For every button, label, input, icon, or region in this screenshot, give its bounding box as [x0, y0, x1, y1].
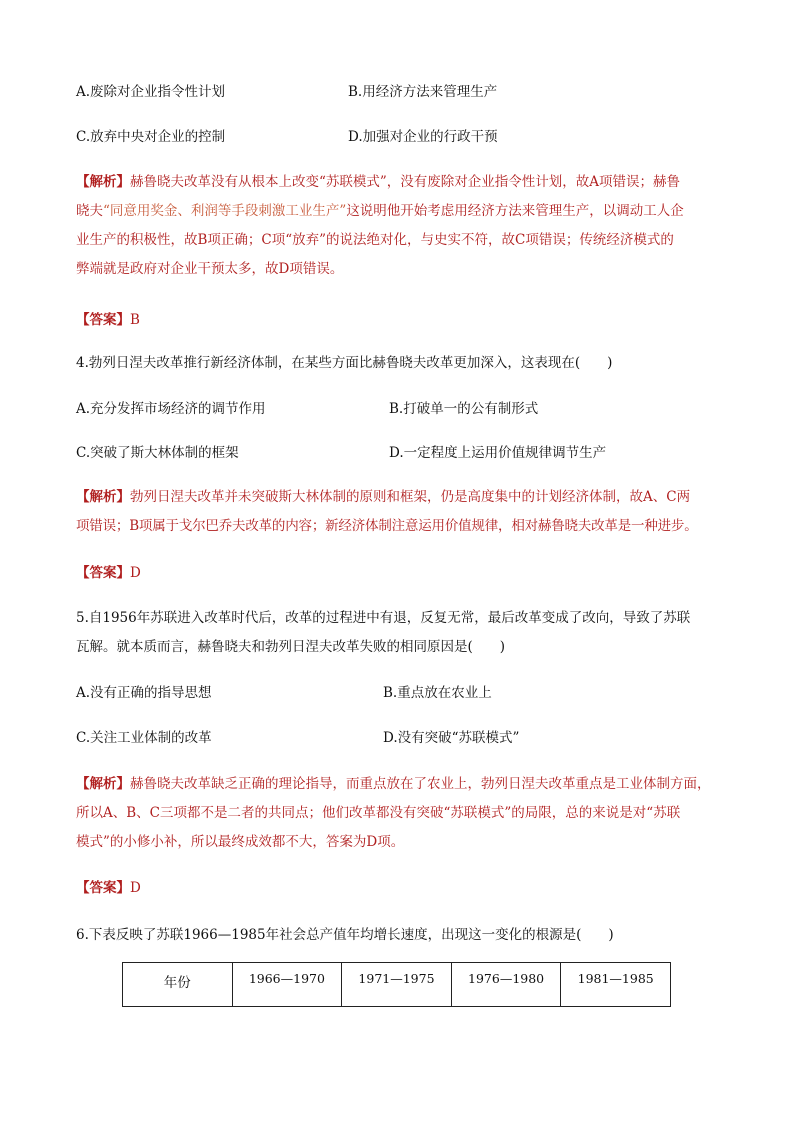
q4-option-b: B.打破单一的公有制形式 — [389, 401, 539, 417]
q3-option-c: C.放弃中央对企业的控制 — [76, 129, 226, 145]
answer-tag: 【答案】 — [76, 880, 130, 896]
growth-table — [122, 962, 671, 1007]
answer-tag: 【答案】 — [76, 565, 130, 581]
q5-stem-line-2: 瓦解。就本质而言，赫鲁晓夫和勃列日涅夫改革失败的相同原因是( ) — [76, 639, 506, 655]
q3-analysis-line-1 — [76, 168, 724, 197]
q5-option-b: B.重点放在农业上 — [383, 685, 492, 701]
q4-analysis — [76, 483, 724, 541]
analysis-tag: 【解析】 — [76, 489, 130, 505]
answer-value: D — [130, 880, 141, 896]
q5-analysis-line-3: 模式”的小修小补，所以最终成效都不大，答案为D项。 — [76, 834, 405, 850]
analysis-highlight: “同意用奖金、利润等手段刺激工业生产” — [103, 203, 347, 219]
q3-answer — [76, 310, 140, 330]
q4-answer — [76, 563, 141, 583]
q5-option-d: D.没有突破“苏联模式” — [383, 730, 520, 746]
q5-analysis — [76, 770, 724, 857]
analysis-text: 晓夫 — [76, 203, 103, 219]
q5-stem — [76, 604, 724, 662]
q3-analysis — [76, 168, 724, 284]
analysis-text: 赫鲁晓夫改革没有从根本上改变“苏联模式”，没有废除对企业指令性计划，故A项错误；赫鲁 — [130, 174, 681, 190]
table-cell: 1976—1980 — [451, 963, 561, 1007]
q3-option-a: A.废除对企业指令性计划 — [76, 84, 226, 100]
q4-analysis-line-2: 项错误；B项属于戈尔巴乔夫改革的内容；新经济体制注意运用价值规律，相对赫鲁晓夫改革是一种进步。 — [76, 518, 698, 534]
q5-stem-line-1: 5.自1956年苏联进入改革时代后，改革的过程进中有退，反复无常，最后改革变成了改向，导致了苏联 — [76, 610, 691, 626]
q4-stem: 4.勃列日涅夫改革推行新经济体制，在某些方面比赫鲁晓夫改革更加深入，这表现在( ) — [76, 355, 613, 371]
table-cell: 1971—1975 — [342, 963, 452, 1007]
q5-answer — [76, 878, 141, 898]
q6-stem: 6.下表反映了苏联1966—1985年社会总产值年均增长速度，出现这一变化的根源是( ) — [76, 927, 614, 943]
analysis-tag: 【解析】 — [76, 776, 130, 792]
answer-value: B — [130, 312, 140, 328]
q3-analysis-line-3: 业生产的积极性，故B项正确；C项“放弃”的说法绝对化，与史实不符，故C项错误；传统经济模式的 — [76, 232, 674, 248]
q5-option-c: C.关注工业体制的改革 — [76, 730, 212, 746]
q4-option-c: C.突破了斯大林体制的框架 — [76, 445, 239, 461]
analysis-text: 这说明他开始考虑用经济方法来管理生产，以调动工人企 — [346, 203, 684, 219]
q3-analysis-line-2 — [76, 197, 724, 226]
analysis-text: 赫鲁晓夫改革缺乏正确的理论指导，而重点放在了农业上，勃列日涅夫改革重点是工业体制方面， — [130, 776, 711, 792]
analysis-tag: 【解析】 — [76, 174, 130, 190]
q5-analysis-line-2: 所以A、B、C三项都不是二者的共同点；他们改革都没有突破“苏联模式”的局限，总的来说是对“苏联 — [76, 805, 681, 821]
answer-tag: 【答案】 — [76, 312, 130, 328]
q4-option-d: D.一定程度上运用价值规律调节生产 — [389, 445, 607, 461]
answer-value: D — [130, 565, 141, 581]
q3-analysis-line-4: 弊端就是政府对企业干预太多，故D项错误。 — [76, 261, 344, 277]
analysis-text: 勃列日涅夫改革并未突破斯大林体制的原则和框架，仍是高度集中的计划经济体制，故A、C两 — [130, 489, 691, 505]
q4-analysis-line-1 — [76, 483, 724, 512]
q3-option-d: D.加强对企业的行政干预 — [348, 129, 498, 145]
table-header-row — [123, 963, 671, 1007]
q5-analysis-line-1 — [76, 770, 724, 799]
q5-option-a: A.没有正确的指导思想 — [76, 685, 212, 701]
table-cell: 1966—1970 — [232, 963, 342, 1007]
table-cell: 1981—1985 — [561, 963, 671, 1007]
q3-option-b: B.用经济方法来管理生产 — [348, 84, 498, 100]
q4-option-a: A.充分发挥市场经济的调节作用 — [76, 401, 266, 417]
table-cell: 年份 — [123, 963, 233, 1007]
